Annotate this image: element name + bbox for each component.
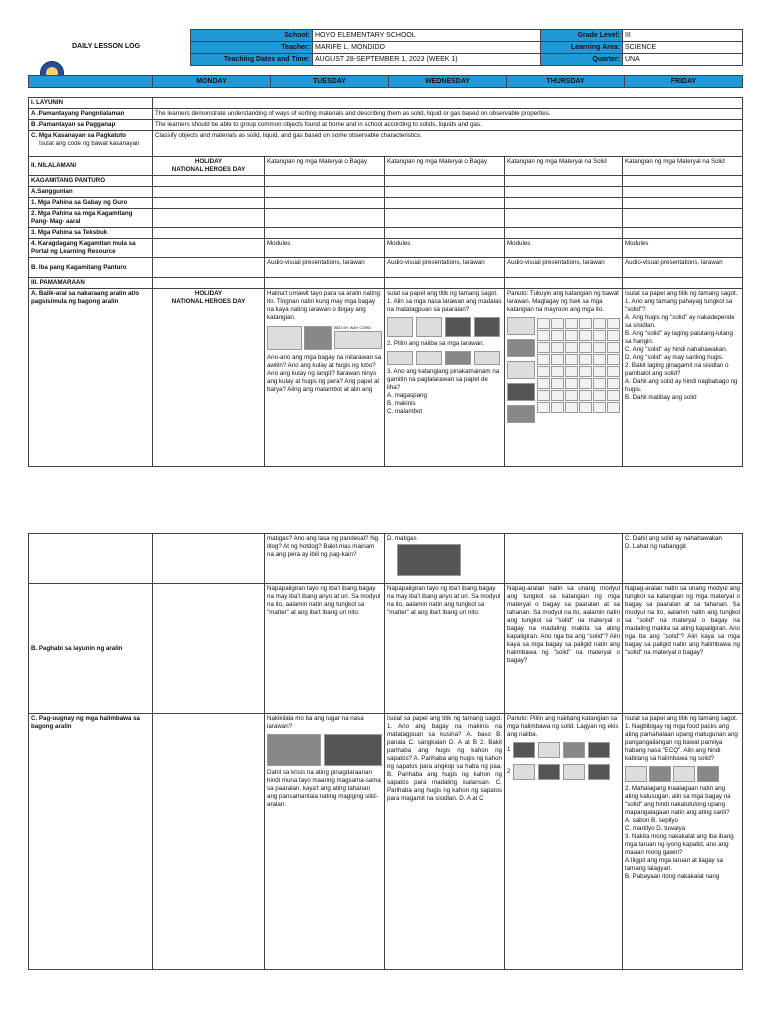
food-image-1	[625, 766, 647, 782]
wed-q3-c: C. malambot	[387, 408, 423, 415]
day-tuesday: TUESDAY	[271, 76, 389, 88]
pu-fri-q3-b: B. Pabayaan itong nakakalat nang	[625, 873, 720, 880]
row-2-image-2	[538, 764, 560, 780]
image-1	[387, 317, 413, 337]
food-image-4	[697, 766, 719, 782]
balik-tue	[265, 289, 385, 467]
fri-q1: 1. Ano ang tamang pahayag tungkol sa "solid"?	[625, 298, 733, 313]
pu-thu-row-2	[507, 763, 620, 781]
quarter-value: UNA	[623, 54, 743, 66]
image-3	[445, 317, 471, 337]
balik-label: A. Balik-aral sa nakaraang aralin at/o pagsisimula ng bagong aralin	[29, 289, 153, 467]
dates-value: AUGUST 28-SEPTEMBER 1, 2023 (WEEK 1)	[313, 54, 541, 66]
row-1-image-4	[588, 742, 610, 758]
song-lyrics-image-2	[334, 331, 382, 349]
song-image	[267, 325, 382, 351]
teksbuk-label: 3. Mga Pahina sa Teksbuk	[29, 228, 153, 239]
days-blank	[29, 76, 153, 88]
pg-text: The learners should be able to group common objects found at home and in school according to solids, liquids and gas.	[153, 120, 743, 131]
modules-wed: Modules	[385, 239, 505, 258]
thu-checklist	[507, 316, 620, 424]
pu-fri-q2-cd: C. martilyo D. tuwalya	[625, 825, 686, 832]
wed-instruction: sulat sa papel ang titik ng tamang sagot.	[387, 290, 498, 297]
fri-q2-a: A. Dahil ang solid ay hindi nagbabago ng hugis.	[625, 378, 738, 393]
school-image-1	[267, 734, 321, 766]
fri-q1-a: A. Ang hugis ng "solid" ay nakadepende sa sisidlan.	[625, 314, 735, 329]
fri-q1-c: C. Ang "solid" ay hindi nahahawakan.	[625, 346, 728, 353]
row-2-number: 2	[507, 768, 511, 775]
school-label: School:	[191, 30, 313, 42]
nilalaman-label: II. NILALAMAN/	[29, 157, 153, 176]
teacher-value: MARIFE L. MONDIDO	[313, 42, 541, 54]
song-caption: BED BY WAY CORD	[334, 325, 372, 330]
image-4	[474, 317, 500, 337]
cont-fri-c: C. Dahil ang solid ay nahahawakan	[625, 535, 722, 542]
grade-label: Grade Level:	[541, 30, 623, 42]
nilalaman-thu: Katangian ng mga Materyal na Solid	[505, 157, 623, 176]
image-2	[416, 317, 442, 337]
doc-title: DAILY LESSON LOG	[72, 43, 141, 50]
av-fri: Audio-visual presentations, larawan	[623, 258, 743, 278]
kp-cell	[29, 131, 153, 157]
pu-fri-q3-a: A.Iligpit ang mga laruan at ilagay sa tamang lalagyan.	[625, 857, 724, 872]
song-lyrics-image	[267, 326, 302, 350]
modules-thu: Modules	[505, 239, 623, 258]
kp-label: C. Mga Kasanayan sa Pagkatuto	[31, 132, 126, 139]
balik-mon	[153, 289, 265, 467]
food-pack-images	[625, 765, 740, 783]
wed-q1-images	[387, 316, 502, 338]
food-image-2	[649, 766, 671, 782]
school-image-2	[324, 734, 382, 766]
modules-fri: Modules	[623, 239, 743, 258]
cont-tue: matigas? Ano ang lasa ng pandesal? Ng itlog? At ng hotdog? Bakit mas mainam na ang pera ay ibili ng pag-kain?	[265, 534, 385, 584]
school-value: HOYO ELEMENTARY SCHOOL	[313, 30, 541, 42]
heroes-1: NATIONAL HEROES DAY	[171, 166, 246, 173]
pu-tue-q: Nakikilala mo ba ang lugar na nasa larawan?	[267, 715, 364, 730]
pp-label: A .Pamantayang Pangnilalaman	[29, 109, 153, 120]
image-7	[445, 351, 471, 365]
holiday-2: HOLIDAY	[194, 290, 223, 297]
item-2	[507, 339, 535, 357]
nilalaman-mon	[153, 157, 265, 176]
grade-value: III	[623, 30, 743, 42]
fri-instruction: Isulat sa papel ang titik ng tamang sagot.	[625, 290, 738, 297]
cont-fri	[623, 534, 743, 584]
row-1-image-1	[513, 742, 535, 758]
pu-tue	[265, 714, 385, 970]
pu-fri-instruction: Isulat sa papel ang titik ng tamang sagot.	[625, 715, 738, 722]
lr-label: 4. Karagdagang Kagamitan mula sa Portal ng Learning Resource	[29, 239, 153, 258]
pu-fri-q1: 1. Nagbibigay ng mga food packs ang ating pamahalaan upang matugunan ang pangangailangan ng bawat pamilya habang nasa "ECQ". Alin ang hindi kabilang sa halimbawa ng solid?	[625, 723, 738, 762]
school-images	[267, 733, 382, 767]
wed-q3-a: A. magaspang	[387, 392, 427, 399]
pu-wed: Isulat sa papel ang titik ng tamang sagot. 1. Ano ang bagay na makinis na matatagpuan sa kusina? A. baso B. panala C. sangkalan D. A at B 2. Bakit parihaba ang hugis ng kahon ng sapatos? A. Parihaba ang hugis ng kahon ng sapatos para angkop sa haba ng paa. B. Parihaba ang hugis ng kahon ng sapatos para madaling isalansan. C. Parihaba ang hugis ng kahon ng sapatos para magamit na sisidlan. D. A at C	[385, 714, 505, 970]
fri-q1-d: D. Ang "solid" ay may sariling hugis.	[625, 354, 724, 361]
wed-q3-b: B. makinis	[387, 400, 416, 407]
av-thu: Audio-visual presentations, larawan	[505, 258, 623, 278]
day-friday: FRIDAY	[625, 76, 743, 88]
iba-label: B. Iba pang Kagamitang Panturo	[29, 258, 153, 278]
nilalaman-fri: Katangian ng mga Materyal na Solid	[623, 157, 743, 176]
kp-sub: Isulat ang code ng bawat kasanayan	[39, 140, 140, 147]
balik-tue-text-2: Ano-ano ang mga bagay na inilarawan sa awitin? Ano ang kulay at hugis ng lobo? Ano ang kulay ng langit? Ilarawan ninyo ang kulay at hugis ng pera? Ang papel at barya? Aling ang malambot at alin ang	[267, 354, 382, 393]
image-5	[387, 351, 413, 365]
item-3	[507, 361, 535, 379]
row-1-number: 1	[507, 746, 511, 753]
row-2-image-3	[563, 764, 585, 780]
pu-thu	[505, 714, 623, 970]
wed-q3: 3. Ano ang katangiang pinakamainam na gamitin na paglalarawan sa papel de liha?	[387, 368, 500, 391]
dates-label: Teaching Dates and Time:	[191, 54, 313, 66]
days-header	[28, 75, 743, 88]
kagamitan-label: KAGAMITANG PANTURO	[29, 176, 153, 187]
paghabi-wed: Napapaligiran tayo ng iba't ibang bagay na may iba't ibang anyo at uri. Sa modyul na ito, aalamin natin ang tungkol sa "matter" at ang iba't ibang uri nito.	[385, 584, 505, 714]
row-1-image-2	[538, 742, 560, 758]
teacher-label: Teacher:	[191, 42, 313, 54]
paghabi-thu: Napag-aralan natin sa unang modyul ang tungkol sa katangian ng mga materyal o bagay sa paaralan at sa tahanan. Sa modyul na ito, aalamin natin ang tungkol sa "solid" na materyal o bagay na madaling makita sa ating kapaligiran. Ano nga ba ang "solid"? Alin kaya sa mga bagay sa paligid natin ang halimbawa ng "solid" na materyal o bagay?	[505, 584, 623, 714]
lesson-table-2	[28, 533, 743, 970]
av-wed: Audio-visual presentations, larawan	[385, 258, 505, 278]
wed-q2: 2. Piliin ang naiiba sa mga larawan.	[387, 340, 485, 347]
quarter-label: Quarter:	[541, 54, 623, 66]
checklist-grid	[537, 318, 620, 413]
cont-wed-text: D. matigas	[387, 535, 417, 542]
item-1	[507, 317, 535, 335]
image-8	[474, 351, 500, 365]
cont-wed	[385, 534, 505, 584]
balik-tue-text-1: Halina't umawit tayo para sa aralin nating ito. Tingnan natin kung may mga bagay na kaya nating iarawan o ibigay ang katangian.	[267, 290, 380, 321]
paghabi-tue: Napapaligiran tayo ng iba't ibang bagay na may iba't ibang anyo at uri. Sa modyul na ito, aalamin natin ang tungkol sa "matter" at ang iba't ibang uri nito.	[265, 584, 385, 714]
av-tue: Audio-visual presentations, larawan	[265, 258, 385, 278]
fri-q2: 2. Bakit laging ginagamit na sisidlan o pambalot ang solid?	[625, 362, 729, 377]
row-2-image-4	[588, 764, 610, 780]
paghabi-fri: Napag-aralan natin sa unang modyul ang tungkol sa katangian ng mga materyal o bagay sa paaralan at sa tahanan. Sa modyul na ito, aalamin natin ang tungkol sa "solid" na materyal o bagay na madaling makita sa ating kapaligiran. Ano nga ba ang "solid"? Alin kaya sa mga bagay sa paligid natin ang halimbawa ng "solid" na materyal o bagay?	[623, 584, 743, 714]
pu-tue-text: Dahil sa krisis na ating pinagdaraanan hindi muna tayo maaring magsama-sama sa paaralan, kaya't ang ating tahanan ang pansamantala nating magiging silid-aralan.	[267, 769, 381, 808]
paguugnay-label: C. Pag-uugnay ng mga halimbawa sa bagong aralin	[29, 714, 153, 970]
wed-q2-images	[387, 350, 502, 366]
pp-text: The learners demonstrate understanding of ways of sorting materials and describing them as solid, liquid or gas based on observable properties.	[153, 109, 743, 120]
layunin-blank	[153, 98, 743, 109]
image-6	[416, 351, 442, 365]
pamamaraan-label: III. PAMAMARAAN	[29, 278, 153, 289]
fri-q1-b: B. Ang "solid" ay laging palutang-lutang sa hangin.	[625, 330, 733, 345]
nilalaman-tue: Katangian ng mga Materyal o Bagay	[265, 157, 385, 176]
heroes-2: NATIONAL HEROES DAY	[171, 298, 246, 305]
row-1-image-3	[563, 742, 585, 758]
wed-q1: 1. Alin sa mga nasa larawan ang madalas na matatagpuan sa paaralan?	[387, 298, 502, 313]
modules-tue: Modules	[265, 239, 385, 258]
day-thursday: THURSDAY	[507, 76, 625, 88]
nilalaman-wed: Katangian ng mga Materyal o Bagay	[385, 157, 505, 176]
balik-wed	[385, 289, 505, 467]
pu-thu-instruction: Panuto: Piliin ang naiibang katangian sa mga halimbawa ng solid. Lagyan ng ekis ang naiiba.	[507, 715, 619, 738]
pg-label: B .Pamantayan sa Pagganap	[29, 120, 153, 131]
sandpaper-image	[397, 544, 461, 576]
area-value: SCIENCE	[623, 42, 743, 54]
row-2-image-1	[513, 764, 535, 780]
gabay-label: 1. Mga Pahina sa Gabay ng Guro	[29, 198, 153, 209]
balik-thu	[505, 289, 623, 467]
header-table	[190, 29, 743, 66]
day-monday: MONDAY	[153, 76, 271, 88]
pang-mag-label: 2. Mga Pahina sa mga Kagamitang Pang- Mag- aaral	[29, 209, 153, 228]
sanggunian-label: A.Sanggunian	[29, 187, 153, 198]
item-4	[507, 383, 535, 401]
item-5	[507, 405, 535, 423]
day-wednesday: WEDNESDAY	[389, 76, 507, 88]
layunin-heading: I. LAYUNIN	[29, 98, 153, 109]
pu-fri-q2: 2. Mahalagang inaalagaan natin ang ating kalusugan, alin sa mga bagay na "solid" ang hindi nakatutulong upang mapangalagaan natin ang ating sarili?	[625, 785, 731, 816]
kp-text: Classify objects and materials as solid, liquid, and gas based on some observable characteristics.	[153, 131, 743, 157]
fri-q2-b: B. Dahil matibay ang solid	[625, 394, 697, 401]
pu-fri-q2-ab: A. sabon B. sepilyo	[625, 817, 678, 824]
food-image-3	[673, 766, 695, 782]
balik-fri	[623, 289, 743, 467]
area-label: Learning Area:	[541, 42, 623, 54]
holiday-1: HOLIDAY	[194, 158, 223, 165]
lesson-table-1	[28, 97, 743, 467]
thu-instruction: Panuto: Tukuyin ang katangian ng bawat larawan. Maglagay ng tsek sa mga katangian na mayroon ang mga ito.	[507, 290, 619, 313]
pu-thu-row-1	[507, 741, 620, 759]
pu-fri-q3: 3. Nakita mong nakakalat ang iba ibang mga laruan ng iyong kapatid, ano ang maaari mong gawin?	[625, 833, 734, 856]
cont-fri-d: D. Lahat ng nabanggit.	[625, 543, 688, 550]
pu-fri	[623, 714, 743, 970]
money-image	[304, 326, 332, 350]
paghabi-label: B. Paghabi sa layunin ng aralin	[29, 584, 153, 714]
